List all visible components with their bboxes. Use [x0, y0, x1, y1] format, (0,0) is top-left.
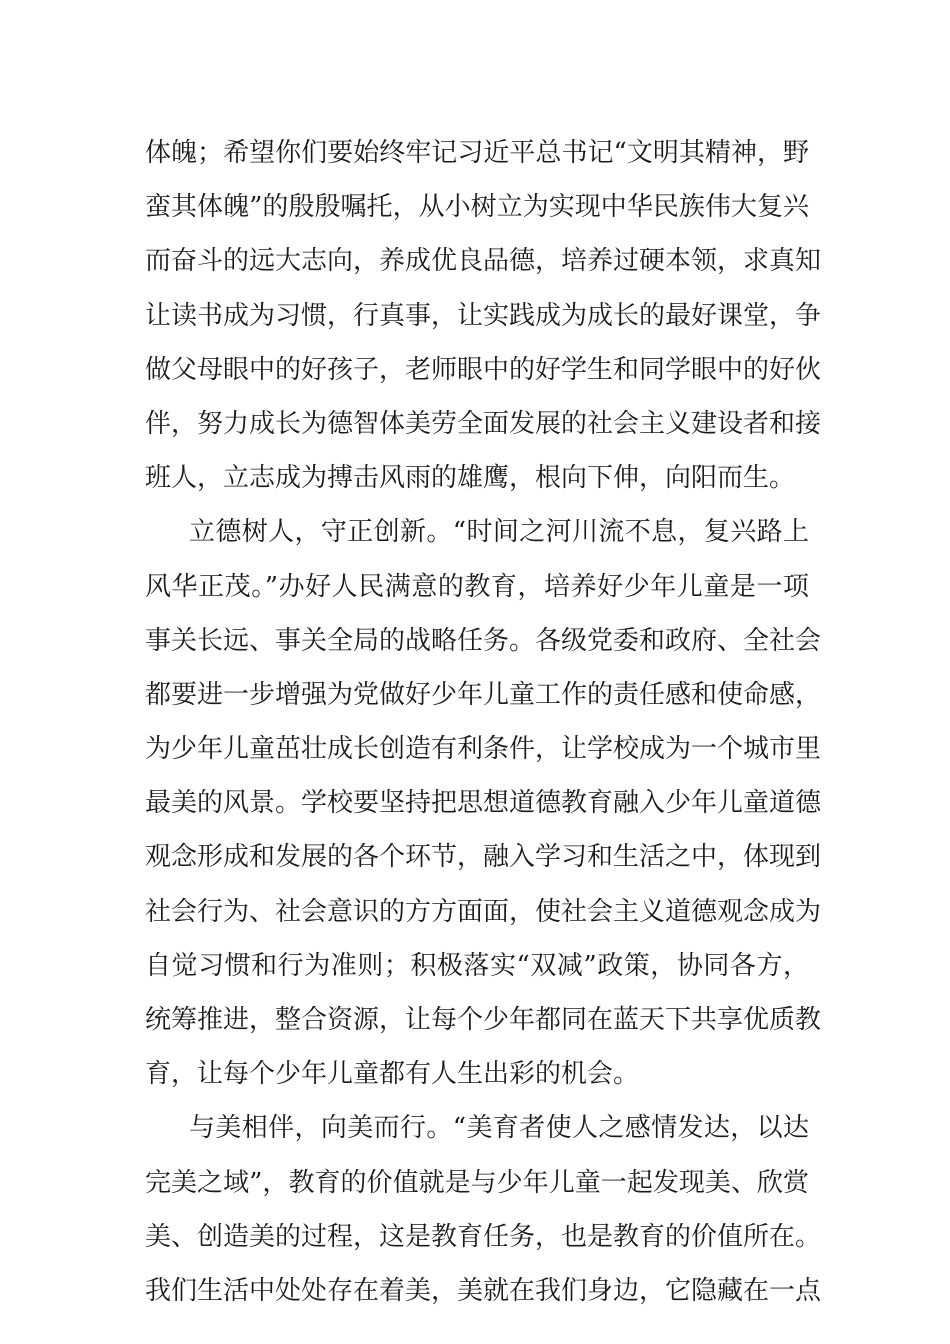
text-line: 都要进一步增强为党做好少年儿童工作的责任感和使命感， — [145, 679, 822, 710]
text-line: 蛮其体魄”的殷殷嘱托，从小树立为实现中华民族伟大复兴 — [145, 192, 809, 223]
text-line: 为少年儿童茁壮成长创造有利条件，让学校成为一个城市里 — [145, 734, 822, 765]
text-line: 与美相伴，向美而行。“美育者使人之感情发达，以达 — [189, 1113, 809, 1144]
paragraph — [145, 1101, 822, 1318]
text-line: 风华正茂。”办好人民满意的教育，培养好少年儿童是一项 — [145, 571, 809, 602]
text-line: 做父母眼中的好孩子，老师眼中的好学生和同学眼中的好伙 — [145, 354, 822, 385]
text-line: 立德树人，守正创新。“时间之河川流不息，复兴路上 — [189, 517, 809, 548]
text-line: 美、创造美的过程，这是教育任务，也是教育的价值所在。 — [145, 1221, 822, 1252]
paragraph — [145, 505, 822, 1101]
text-line: 自觉习惯和行为准则；积极落实“双减”政策，协同各方， — [145, 950, 809, 981]
text-line: 伴，努力成长为德智体美劳全面发展的社会主义建设者和接 — [145, 408, 822, 439]
text-line: 班人，立志成为搏击风雨的雄鹰，根向下伸，向阳而生。 — [145, 463, 796, 494]
paragraph — [145, 126, 822, 505]
text-line: 完美之域”，教育的价值就是与少年儿童一起发现美、欣赏 — [145, 1167, 809, 1198]
body-text — [145, 126, 822, 1318]
text-line: 社会行为、社会意识的方方面面，使社会主义道德观念成为 — [145, 896, 822, 927]
text-line: 体魄；希望你们要始终牢记习近平总书记“文明其精神，野 — [145, 138, 809, 168]
text-line: 让读书成为习惯，行真事，让实践成为成长的最好课堂，争 — [145, 300, 822, 331]
text-line: 统筹推进，整合资源，让每个少年都同在蓝天下共享优质教 — [145, 1005, 822, 1035]
text-line: 事关长远、事关全局的战略任务。各级党委和政府、全社会 — [145, 625, 822, 656]
text-line: 观念形成和发展的各个环节，融入学习和生活之中，体现到 — [145, 842, 822, 873]
text-line: 而奋斗的远大志向，养成优良品德，培养过硬本领，求真知 — [145, 246, 822, 277]
text-line: 育，让每个少年儿童都有人生出彩的机会。 — [145, 1059, 640, 1090]
text-line: 最美的风景。学校要坚持把思想道德教育融入少年儿童道德 — [145, 788, 822, 819]
text-line: 我们生活中处处存在着美，美就在我们身边，它隐藏在一点 — [145, 1275, 822, 1306]
